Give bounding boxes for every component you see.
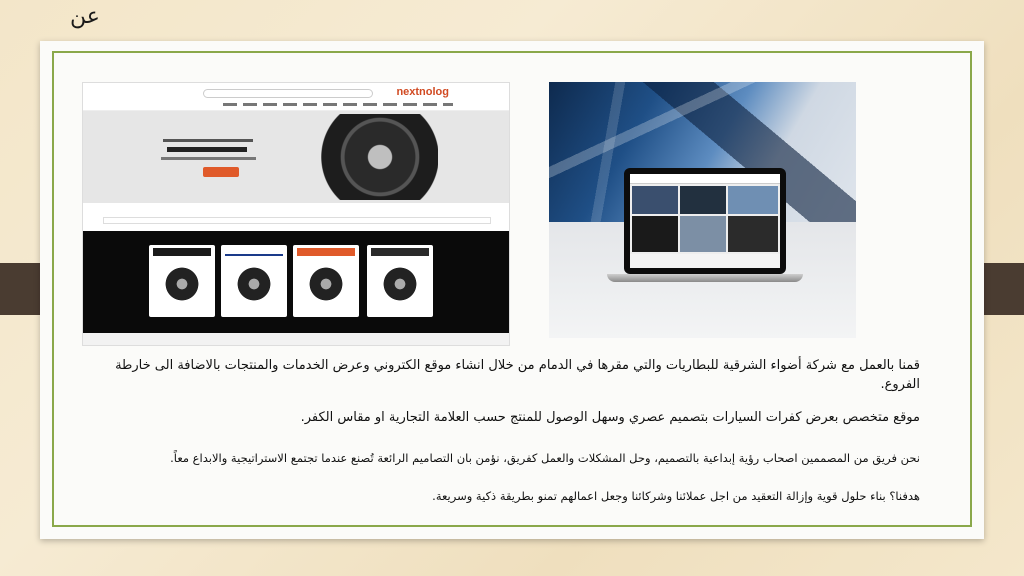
- size-search-bar: [103, 217, 491, 224]
- paragraph-2: موقع متخصص بعرض كفرات السيارات بتصميم عصري وسهل الوصول للمنتج حسب العلامة التجارية او مقاس الكفر.: [300, 410, 920, 425]
- brand-card: [149, 245, 215, 317]
- site-footer: [83, 333, 509, 346]
- paragraph-3: نحن فريق من المصممين اصحاب رؤية إبداعية بالتصميم، وحل المشكلات والعمل كفريق، نؤمن بان التصاميم الرائعة تُصنع عندما تجتمع الاستراتيجية والابداع معاً.: [170, 451, 920, 465]
- laptop-display: [630, 174, 780, 268]
- hero-line: [163, 139, 253, 142]
- size-search-band: [83, 203, 509, 231]
- brand-card: [221, 245, 287, 317]
- paragraph-1: قمنا بالعمل مع شركة أضواء الشرقية للبطاريات والتي مقرها في الدمام من خلال انشاء موقع الكتروني وعرض الخدمات والمنتجات بالاضافة الى خارطة الفروع.: [115, 358, 920, 392]
- hero-button: [203, 167, 239, 177]
- site-header: [83, 83, 509, 111]
- tire-website-screenshot: [82, 82, 510, 346]
- hero-line: [161, 157, 256, 160]
- laptop-screen: [624, 168, 786, 274]
- paragraph-4: هدفنا؟ بناء حلول قوية وإزالة التعقيد من اجل عملائنا وشركائنا وجعل اعمالهم تمنو بطريقة ذكية وسريعة.: [432, 489, 920, 503]
- laptop-base: [607, 274, 803, 282]
- site-search-bar: [203, 89, 373, 98]
- brand-card: [293, 245, 359, 317]
- hero-line: [167, 147, 247, 152]
- laptop-mockup-image: [549, 82, 856, 338]
- brand-card: [367, 245, 433, 317]
- slide-title: عن: [70, 4, 100, 29]
- site-nav: [223, 103, 453, 106]
- site-hero: [83, 111, 509, 203]
- brands-band: [83, 231, 509, 333]
- tire-image: [293, 114, 438, 200]
- site-logo: nextnolog: [396, 86, 449, 98]
